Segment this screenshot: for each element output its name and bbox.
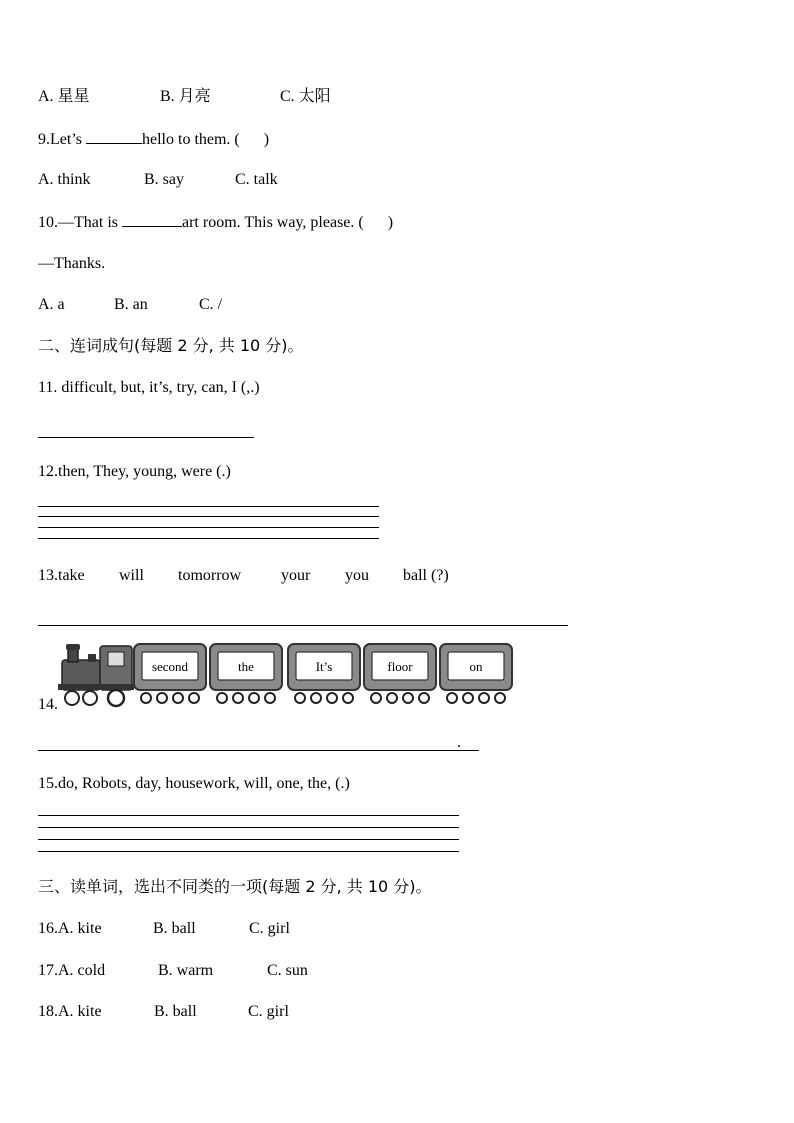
q10-option-c: C. /: [199, 296, 223, 313]
q13-word-2: will: [119, 567, 144, 584]
q12-question: 12.then, They, young, were (.): [38, 463, 231, 480]
car-word-the: the: [238, 659, 254, 674]
q17-question: [38, 961, 308, 981]
car-word-floor: floor: [387, 659, 413, 674]
q17-option-a: A. cold: [58, 962, 106, 979]
q16-option-a: A. kite: [58, 920, 102, 937]
q9-prefix: 9.Let’s: [38, 131, 86, 148]
car-word-second: second: [151, 659, 189, 674]
q16-question: [38, 919, 290, 939]
word-train-illustration: [58, 640, 518, 708]
q15-answer-line-3[interactable]: [38, 839, 459, 840]
section-3-title: 三、读单词，选出不同类的一项(每题 2 分, 共 10 分)。: [38, 877, 432, 896]
q13-word-4: your: [281, 567, 311, 584]
train-car-3: [288, 644, 360, 703]
q12-answer-line-2[interactable]: [38, 516, 379, 517]
q13-word-1: take: [58, 567, 85, 584]
section-2-title: 二、连词成句(每题 2 分, 共 10 分)。: [38, 336, 304, 355]
q18-option-b: B. ball: [154, 1003, 197, 1020]
q13-number: 13.: [38, 567, 58, 584]
q11-question: 11. difficult, but, it’s, try, can, I (,.): [38, 379, 260, 396]
q10-option-a: A. a: [38, 296, 65, 313]
q10-blank[interactable]: [122, 212, 182, 227]
q9-close: ): [263, 131, 270, 148]
q18-question: [38, 1002, 289, 1022]
q15-answer-line-2[interactable]: [38, 827, 459, 828]
q13-answer-line[interactable]: [38, 625, 568, 626]
q9-suffix: hello to them. (: [142, 131, 240, 148]
q13-word-6: ball (?): [403, 567, 449, 584]
q8-option-b: B. 月亮: [160, 88, 211, 105]
q16-number: 16.: [38, 920, 58, 937]
q10-option-b: B. an: [114, 296, 148, 313]
locomotive-icon: [58, 644, 138, 706]
car-word-on: on: [469, 659, 483, 674]
q10-options: [38, 295, 222, 315]
q10-close: ): [387, 214, 394, 231]
q8-option-a: A. 星星: [38, 88, 90, 105]
q10-prefix: 10.—That is: [38, 214, 122, 231]
train-car-1: [134, 644, 206, 703]
q18-option-c: C. girl: [248, 1003, 289, 1020]
train-car-5: [440, 644, 512, 703]
q8-options: [38, 87, 331, 107]
q14-answer-line[interactable]: [38, 750, 479, 751]
q13-word-5: you: [345, 567, 369, 584]
q17-number: 17.: [38, 962, 58, 979]
q15-answer-line-1[interactable]: [38, 815, 459, 816]
q9-question: [38, 129, 269, 150]
car-word-its: It’s: [315, 659, 333, 674]
q9-option-b: B. say: [144, 171, 184, 188]
train-car-2: [210, 644, 282, 703]
q12-answer-line-4[interactable]: [38, 538, 379, 539]
q18-number: 18.: [38, 1003, 58, 1020]
q10-reply: —Thanks.: [38, 255, 106, 272]
train-car-4: [364, 644, 436, 703]
q15-answer-line-4[interactable]: [38, 851, 459, 852]
q17-option-b: B. warm: [158, 962, 214, 979]
q12-answer-line-1[interactable]: [38, 506, 379, 507]
q13-question: [38, 566, 449, 586]
q13-word-3: tomorrow: [178, 567, 242, 584]
q9-blank[interactable]: [86, 129, 142, 144]
q12-answer-line-3[interactable]: [38, 527, 379, 528]
q8-option-c: C. 太阳: [280, 88, 331, 105]
q16-option-b: B. ball: [153, 920, 196, 937]
q10-question: [38, 212, 393, 233]
q14-number: 14.: [38, 696, 58, 713]
q10-suffix: art room. This way, please. (: [182, 214, 364, 231]
q9-option-a: A. think: [38, 171, 91, 188]
q17-option-c: C. sun: [267, 962, 308, 979]
q18-option-a: A. kite: [58, 1003, 102, 1020]
q14-period: .: [457, 734, 461, 751]
q11-answer-line[interactable]: [38, 437, 254, 438]
q15-question: 15.do, Robots, day, housework, will, one, the, (.): [38, 775, 350, 792]
q9-options: [38, 170, 278, 190]
q16-option-c: C. girl: [249, 920, 290, 937]
q9-option-c: C. talk: [235, 171, 278, 188]
